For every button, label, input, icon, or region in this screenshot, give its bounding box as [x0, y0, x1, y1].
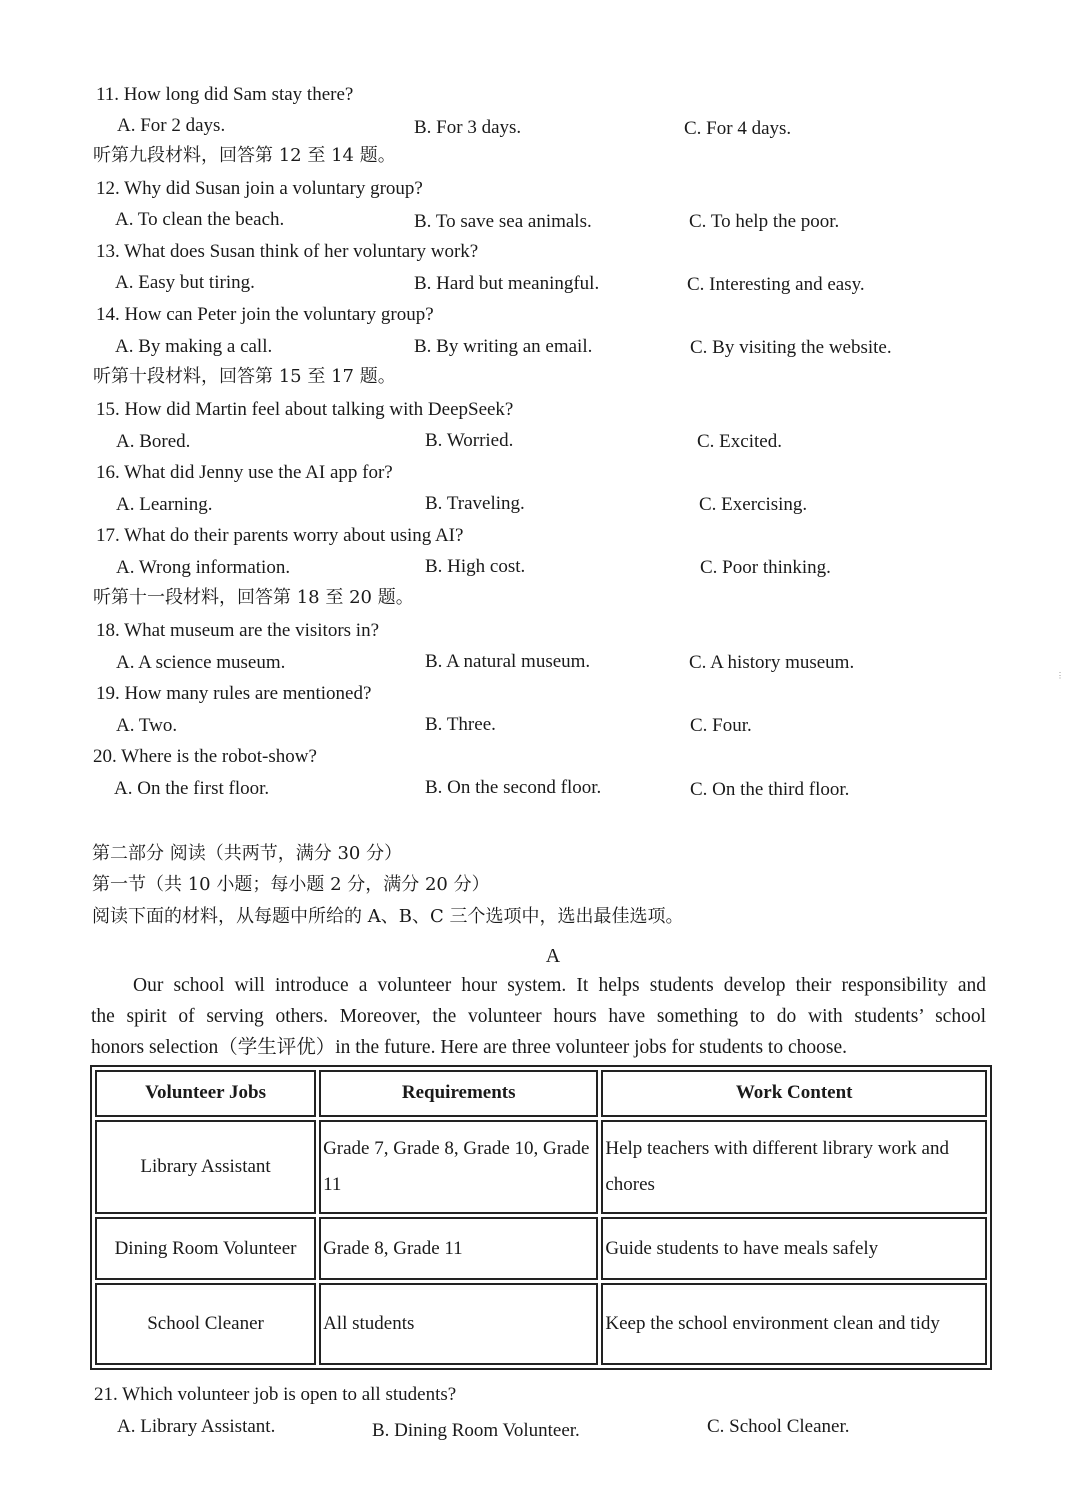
section-one-title: 第一节（共 10 小题；每小题 2 分，满分 20 分）: [92, 874, 490, 895]
q14-option-b: B. By writing an email.: [414, 336, 593, 357]
q11-option-b: B. For 3 days.: [414, 117, 522, 138]
job-name-cell: School Cleaner: [95, 1283, 316, 1365]
q15-option-a: A. Bored.: [116, 431, 191, 452]
question-15: 15. How did Martin feel about talking with DeepSeek?: [96, 399, 514, 420]
q17-option-c: C. Poor thinking.: [700, 557, 831, 578]
q12-option-b: B. To save sea animals.: [414, 211, 592, 232]
work-content-cell: Keep the school environment clean and tidy: [601, 1283, 987, 1365]
q11-option-c: C. For 4 days.: [684, 118, 792, 139]
q21-option-a: A. Library Assistant.: [117, 1416, 276, 1437]
job-name-cell: Dining Room Volunteer: [95, 1217, 316, 1280]
table-header-row: [95, 1070, 987, 1117]
part-two-title: 第二部分 阅读（共两节，满分 30 分）: [92, 843, 403, 864]
reading-instruction: 阅读下面的材料，从每题中所给的 A、B、C 三个选项中，选出最佳选项。: [92, 906, 684, 927]
question-16: 16. What did Jenny use the AI app for?: [96, 462, 393, 483]
scan-margin-mark: ⋮: [1056, 671, 1064, 680]
section-9-instruction: 听第九段材料，回答第 12 至 14 题。: [93, 145, 396, 166]
question-12: 12. Why did Susan join a voluntary group?: [96, 178, 423, 199]
volunteer-jobs-table: [90, 1065, 992, 1370]
q20-option-b: B. On the second floor.: [425, 777, 602, 798]
q20-option-c: C. On the third floor.: [690, 779, 850, 800]
q14-option-c: C. By visiting the website.: [690, 337, 892, 358]
table-row: [95, 1217, 987, 1280]
q18-option-b: B. A natural museum.: [425, 651, 591, 672]
q20-option-a: A. On the first floor.: [114, 778, 270, 799]
q17-option-a: A. Wrong information.: [116, 557, 291, 578]
q21-option-c: C. School Cleaner.: [707, 1416, 850, 1437]
question-19: 19. How many rules are mentioned?: [96, 683, 372, 704]
header-requirements: Requirements: [319, 1070, 598, 1117]
q16-option-a: A. Learning.: [116, 494, 213, 515]
requirement-cell: All students: [319, 1283, 598, 1365]
question-18: 18. What museum are the visitors in?: [96, 620, 380, 641]
q15-option-c: C. Excited.: [697, 431, 782, 452]
q18-option-a: A. A science museum.: [116, 652, 286, 673]
requirement-cell: Grade 7, Grade 8, Grade 10, Grade 11: [319, 1120, 598, 1214]
q16-option-b: B. Traveling.: [425, 493, 525, 514]
section-10-instruction: 听第十段材料，回答第 15 至 17 题。: [93, 366, 396, 387]
q12-option-a: A. To clean the beach.: [115, 209, 285, 230]
question-13: 13. What does Susan think of her voluntary work?: [96, 241, 479, 262]
q21-option-b: B. Dining Room Volunteer.: [372, 1420, 580, 1441]
requirement-cell: Grade 8, Grade 11: [319, 1217, 598, 1280]
q19-option-b: B. Three.: [425, 714, 496, 735]
question-20: 20. Where is the robot-show?: [93, 746, 317, 767]
q14-option-a: A. By making a call.: [115, 336, 273, 357]
q11-option-a: A. For 2 days.: [117, 115, 226, 136]
section-11-instruction: 听第十一段材料，回答第 18 至 20 题。: [93, 587, 414, 608]
work-content-cell: Guide students to have meals safely: [601, 1217, 987, 1280]
job-name-cell: Library Assistant: [95, 1120, 316, 1214]
table-row: [95, 1283, 987, 1365]
q12-option-c: C. To help the poor.: [689, 211, 840, 232]
q19-option-c: C. Four.: [690, 715, 752, 736]
q13-option-b: B. Hard but meaningful.: [414, 273, 600, 294]
q18-option-c: C. A history museum.: [689, 652, 855, 673]
passage-line-2: the spirit of serving others. Moreover, the volunteer hours have something to do with students’ school: [91, 1006, 986, 1027]
passage-line-3: honors selection（学生评优）in the future. Here are three volunteer jobs for students to choose.: [91, 1037, 847, 1058]
q19-option-a: A. Two.: [116, 715, 178, 736]
passage-line-1: Our school will introduce a volunteer hour system. It helps students develop their responsibility and: [133, 975, 986, 996]
q17-option-b: B. High cost.: [425, 556, 526, 577]
q13-option-c: C. Interesting and easy.: [687, 274, 865, 295]
q13-option-a: A. Easy but tiring.: [115, 272, 255, 293]
question-14: 14. How can Peter join the voluntary group?: [96, 304, 434, 325]
header-work-content: Work Content: [601, 1070, 987, 1117]
question-21: 21. Which volunteer job is open to all students?: [94, 1384, 457, 1405]
q16-option-c: C. Exercising.: [699, 494, 808, 515]
table-row: [95, 1120, 987, 1214]
question-11: 11. How long did Sam stay there?: [96, 84, 354, 105]
work-content-cell: Help teachers with different library work and chores: [601, 1120, 987, 1214]
q15-option-b: B. Worried.: [425, 430, 514, 451]
question-17: 17. What do their parents worry about using AI?: [96, 525, 464, 546]
passage-letter: A: [545, 945, 561, 967]
header-volunteer-jobs: Volunteer Jobs: [95, 1070, 316, 1117]
